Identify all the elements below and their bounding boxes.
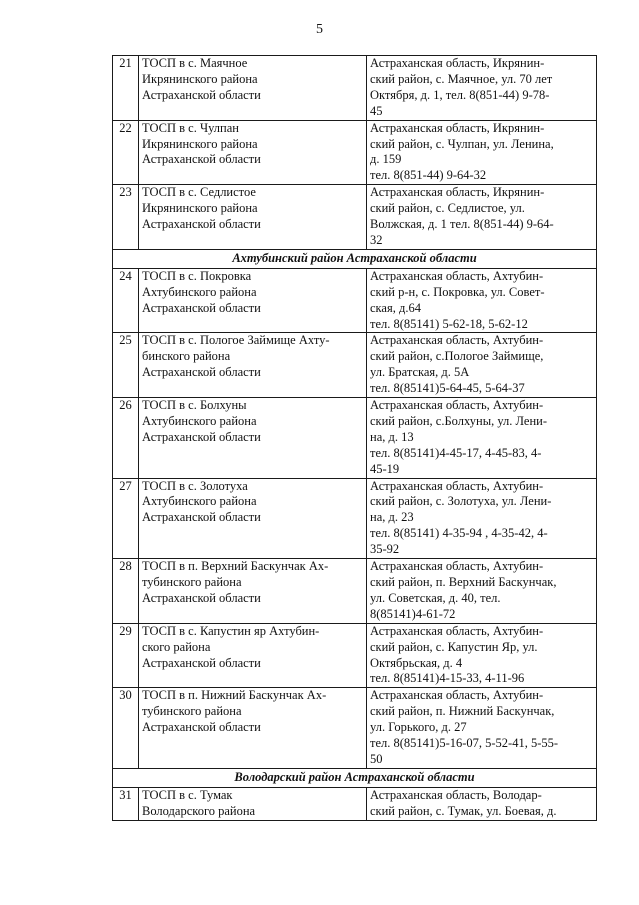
- office-name-line: Икрянинского района: [142, 71, 258, 86]
- table-row: [113, 56, 597, 121]
- row-number: 22: [113, 120, 139, 185]
- table-row: [113, 478, 597, 559]
- office-name-line: Астраханской области: [142, 429, 261, 444]
- office-name-line: ского района: [142, 639, 211, 654]
- office-address-line: ская, д.64: [370, 300, 421, 315]
- office-address-line: Астраханская область, Икрянин-: [370, 56, 545, 70]
- office-name-line: ТОСП в с. Тумак: [142, 787, 233, 802]
- office-address-line: д. 159: [370, 152, 402, 167]
- office-name-line: Астраханской области: [142, 152, 261, 167]
- office-address-line: 32: [370, 232, 383, 247]
- office-name-cell: [139, 120, 367, 185]
- office-address-line: тел. 8(85141)5-64-45, 5-64-37: [370, 381, 525, 396]
- office-name-line: Володарского района: [142, 803, 256, 818]
- page-number: 5: [316, 22, 323, 37]
- office-name-line: ТОСП в с. Маячное: [142, 56, 248, 70]
- office-address-line: на, д. 13: [370, 429, 414, 444]
- office-name-line: Астраханской области: [142, 655, 261, 670]
- office-address-line: ул. Горького, д. 27: [370, 720, 467, 735]
- office-address-line: Астраханская область, Ахтубин-: [370, 333, 544, 348]
- office-address-line: ский район, с. Седлистое, ул.: [370, 201, 525, 216]
- office-address-cell: [367, 623, 597, 688]
- office-address-line: тел. 8(851-44) 9-64-32: [370, 168, 487, 183]
- office-name-cell: [139, 688, 367, 769]
- office-address-cell: [367, 559, 597, 624]
- office-name-line: ТОСП в с. Пологое Займище Ахту-: [142, 333, 330, 348]
- office-address-line: Астраханская область, Ахтубин-: [370, 559, 544, 574]
- office-address-line: тел. 8(85141)4-15-33, 4-11-96: [370, 671, 525, 686]
- office-address-line: ский район, п. Верхний Баскунчак,: [370, 575, 557, 589]
- office-address-cell: [367, 185, 597, 250]
- section-title: Володарский район Астраханской области: [113, 768, 597, 787]
- table-row: [113, 120, 597, 185]
- office-address-cell: [367, 398, 597, 479]
- office-name-line: Астраханской области: [142, 300, 261, 315]
- office-address-line: Астраханская область, Ахтубин-: [370, 623, 544, 638]
- table-row: [113, 787, 597, 820]
- office-address-line: ский район, с. Маячное, ул. 70 лет: [370, 71, 553, 86]
- table-row: [113, 623, 597, 688]
- offices-table: [112, 55, 597, 821]
- office-address-cell: [367, 56, 597, 121]
- office-address-line: 45-19: [370, 461, 400, 476]
- table-row: [113, 333, 597, 398]
- office-address-line: 35-92: [370, 542, 400, 557]
- row-number: 24: [113, 268, 139, 333]
- office-name-line: ТОСП в с. Болхуны: [142, 398, 247, 413]
- office-address-line: Астраханская область, Ахтубин-: [370, 398, 544, 413]
- row-number: 27: [113, 478, 139, 559]
- office-name-line: ТОСП в п. Верхний Баскунчак Ах-: [142, 559, 329, 574]
- offices-table-body: [113, 56, 597, 821]
- office-name-line: ТОСП в с. Седлистое: [142, 185, 256, 200]
- office-name-line: Астраханской области: [142, 87, 261, 102]
- office-address-cell: [367, 268, 597, 333]
- section-header-row: [113, 249, 597, 268]
- row-number: 29: [113, 623, 139, 688]
- row-number: 31: [113, 787, 139, 820]
- office-address-line: тел. 8(85141)5-16-07, 5-52-41, 5-55-: [370, 736, 559, 751]
- office-address-line: Астраханская область, Ахтубин-: [370, 688, 544, 703]
- office-name-line: Астраханской области: [142, 510, 261, 525]
- office-address-line: ул. Советская, д. 40, тел.: [370, 590, 501, 605]
- office-address-cell: [367, 787, 597, 820]
- office-address-line: тел. 8(85141) 5-62-18, 5-62-12: [370, 316, 528, 331]
- office-address-line: ский район, с. Чулпан, ул. Ленина,: [370, 136, 554, 151]
- table-row: [113, 688, 597, 769]
- office-address-line: Астраханская область, Икрянин-: [370, 120, 545, 135]
- office-name-cell: [139, 559, 367, 624]
- office-name-line: ТОСП в с. Покровка: [142, 268, 252, 283]
- office-name-line: Астраханской области: [142, 590, 261, 605]
- row-number: 25: [113, 333, 139, 398]
- office-name-cell: [139, 185, 367, 250]
- table-row: [113, 398, 597, 479]
- office-address-line: Астраханская область, Володар-: [370, 787, 542, 802]
- office-name-line: тубинского района: [142, 575, 242, 589]
- office-name-line: ТОСП в с. Золотуха: [142, 478, 248, 493]
- office-address-cell: [367, 333, 597, 398]
- office-address-line: 50: [370, 751, 383, 766]
- office-name-line: Икрянинского района: [142, 136, 258, 151]
- office-address-line: на, д. 23: [370, 510, 414, 525]
- row-number: 28: [113, 559, 139, 624]
- office-name-cell: [139, 398, 367, 479]
- office-name-line: Ахтубинского района: [142, 284, 257, 299]
- section-header-row: [113, 768, 597, 787]
- office-name-line: бинского района: [142, 349, 231, 364]
- office-name-cell: [139, 623, 367, 688]
- office-name-line: Астраханской области: [142, 720, 261, 735]
- office-address-line: ский район, п. Нижний Баскунчак,: [370, 704, 555, 719]
- office-name-line: тубинского района: [142, 704, 242, 719]
- office-name-line: Икрянинского района: [142, 201, 258, 216]
- office-name-cell: [139, 333, 367, 398]
- office-name-line: ТОСП в с. Чулпан: [142, 120, 239, 135]
- office-name-line: ТОСП в с. Капустин яр Ахтубин-: [142, 623, 320, 638]
- office-address-line: 45: [370, 103, 383, 118]
- office-address-line: Октябрьская, д. 4: [370, 655, 463, 670]
- office-name-cell: [139, 268, 367, 333]
- office-address-line: ский район, с.Пологое Займище,: [370, 349, 544, 364]
- office-name-line: Ахтубинского района: [142, 413, 257, 428]
- table-row: [113, 185, 597, 250]
- office-address-line: тел. 8(85141)4-45-17, 4-45-83, 4-: [370, 445, 542, 460]
- office-address-line: ский район, с. Капустин Яр, ул.: [370, 639, 538, 654]
- office-address-line: Астраханская область, Ахтубин-: [370, 268, 544, 283]
- office-name-cell: [139, 478, 367, 559]
- office-address-line: ский район, с. Тумак, ул. Боевая, д.: [370, 803, 557, 818]
- row-number: 30: [113, 688, 139, 769]
- office-address-line: 8(85141)4-61-72: [370, 606, 456, 621]
- office-address-line: ский район, с. Золотуха, ул. Лени-: [370, 494, 552, 509]
- office-address-cell: [367, 478, 597, 559]
- office-name-line: Астраханской области: [142, 365, 261, 380]
- office-address-line: Октября, д. 1, тел. 8(851-44) 9-78-: [370, 87, 550, 102]
- row-number: 23: [113, 185, 139, 250]
- office-name-line: Астраханской области: [142, 217, 261, 232]
- office-address-cell: [367, 688, 597, 769]
- office-name-line: ТОСП в п. Нижний Баскунчак Ах-: [142, 688, 327, 703]
- section-title: Ахтубинский район Астраханской области: [113, 249, 597, 268]
- office-address-cell: [367, 120, 597, 185]
- table-row: [113, 268, 597, 333]
- office-address-line: тел. 8(85141) 4-35-94 , 4-35-42, 4-: [370, 526, 548, 541]
- office-address-line: Волжская, д. 1 тел. 8(851-44) 9-64-: [370, 217, 554, 232]
- office-name-line: Ахтубинского района: [142, 494, 257, 509]
- office-address-line: Астраханская область, Ахтубин-: [370, 478, 544, 493]
- table-row: [113, 559, 597, 624]
- office-address-line: Астраханская область, Икрянин-: [370, 185, 545, 200]
- office-address-line: ский р-н, с. Покровка, ул. Совет-: [370, 284, 545, 299]
- office-name-cell: [139, 787, 367, 820]
- office-name-cell: [139, 56, 367, 121]
- row-number: 21: [113, 56, 139, 121]
- office-address-line: ский район, с.Болхуны, ул. Лени-: [370, 413, 548, 428]
- office-address-line: ул. Братская, д. 5А: [370, 365, 470, 380]
- row-number: 26: [113, 398, 139, 479]
